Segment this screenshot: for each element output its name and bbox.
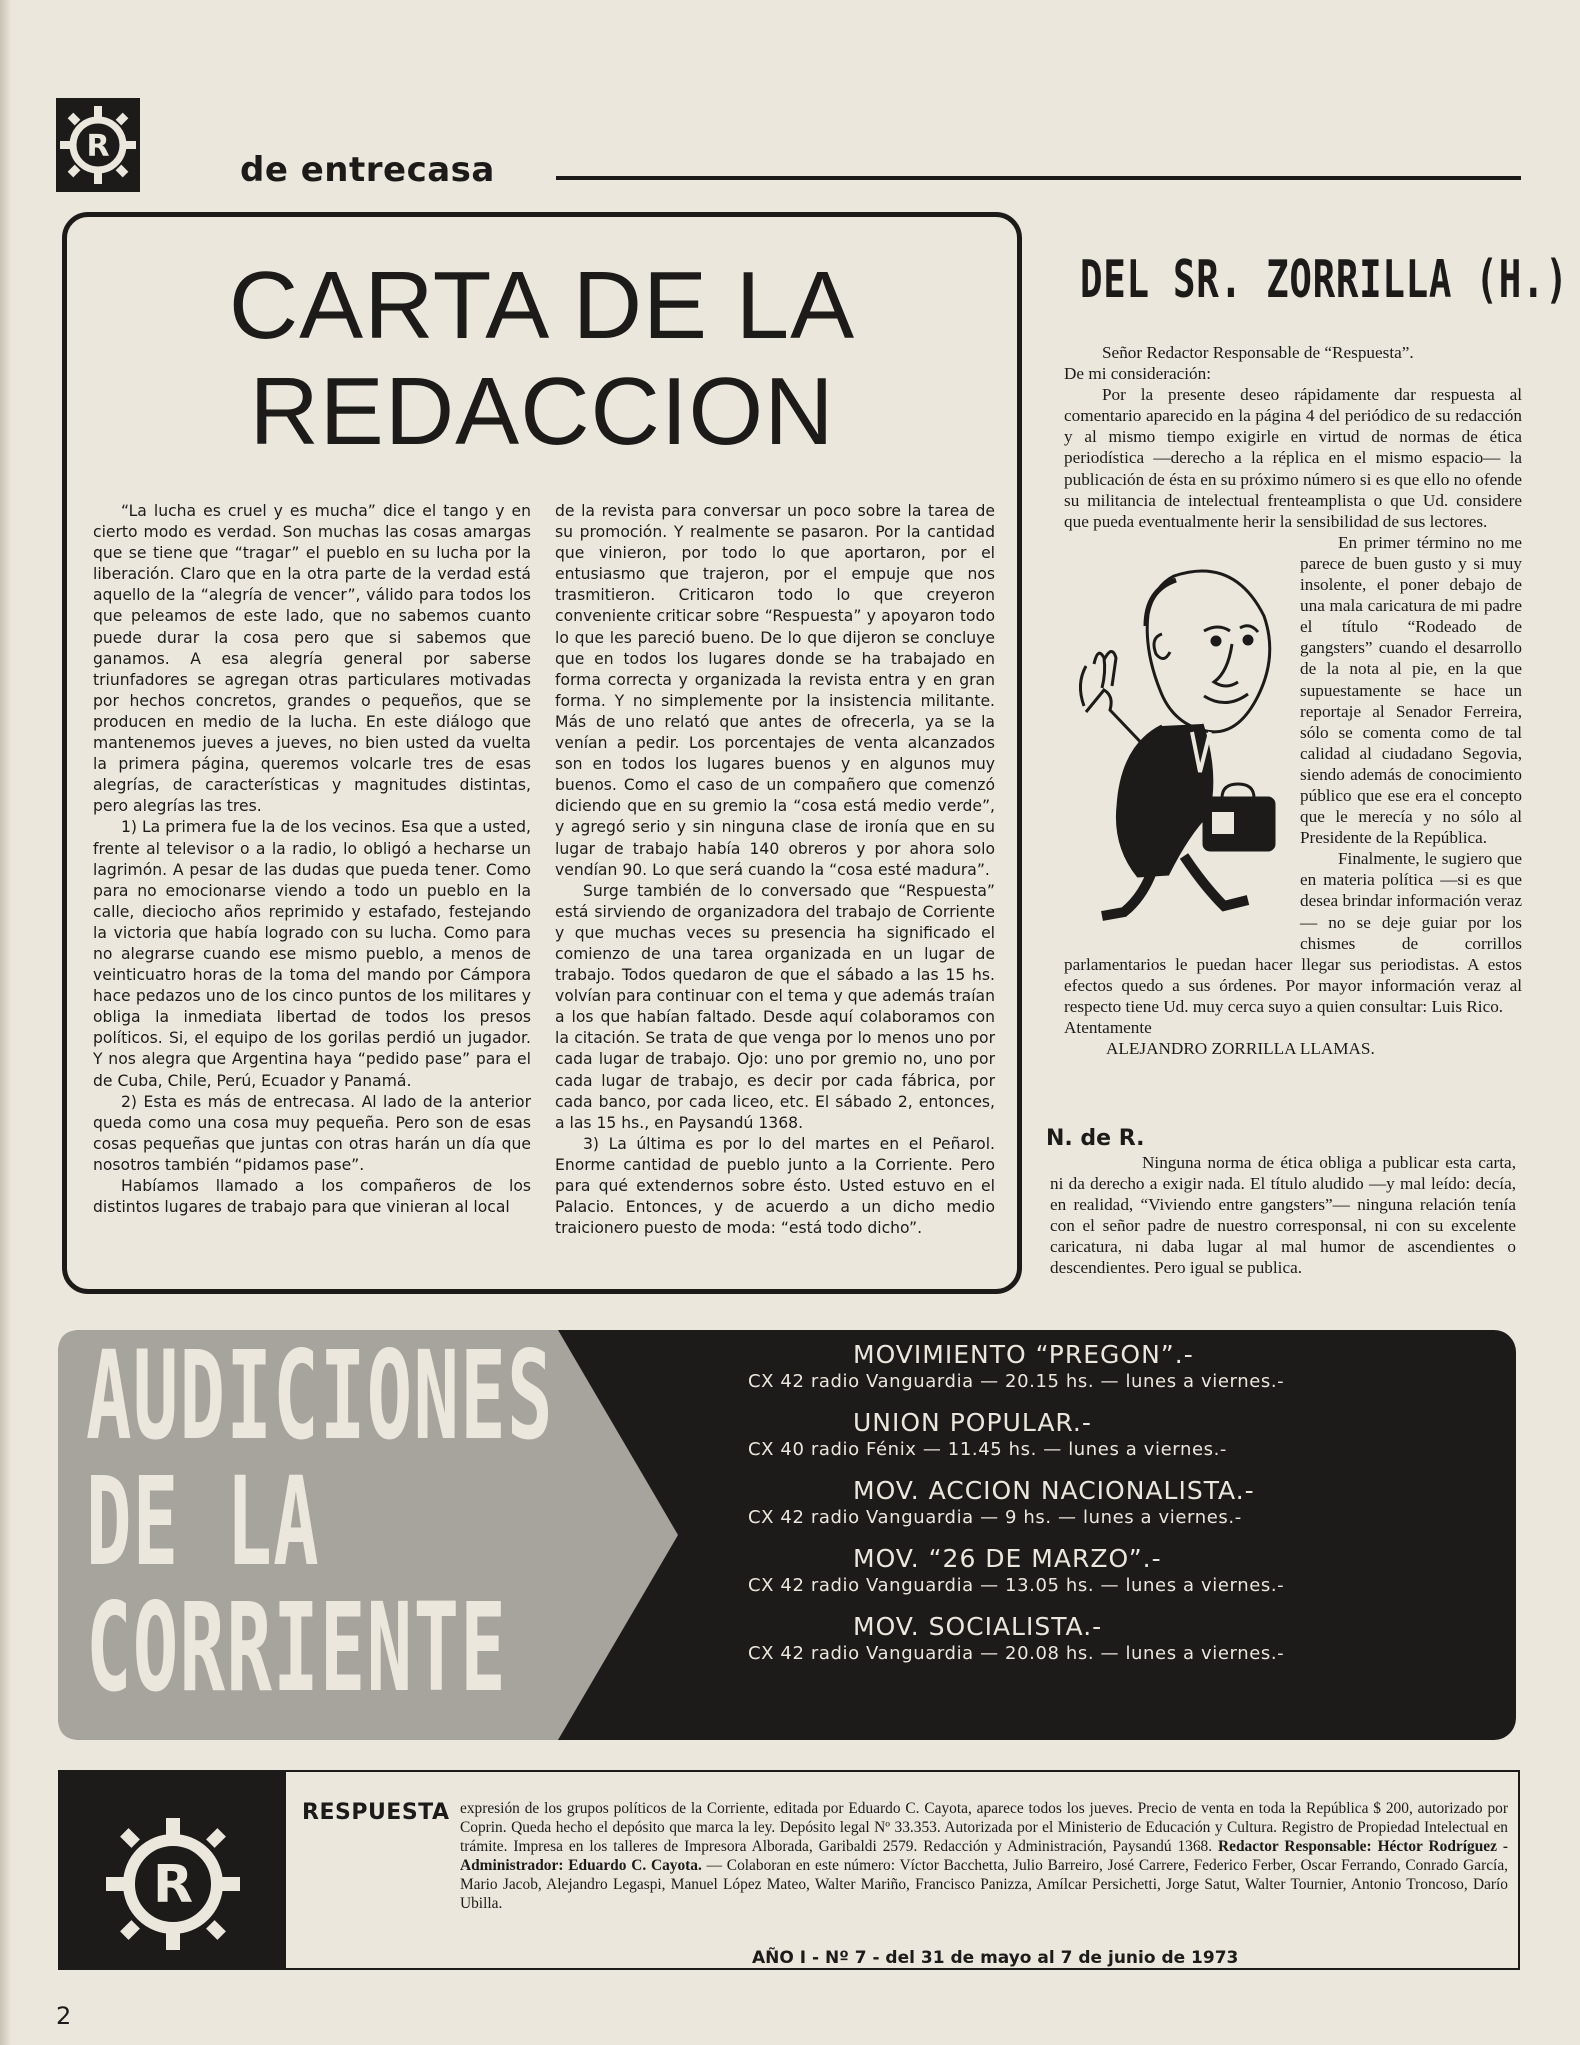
editorial-column-2 [555,501,995,1239]
editorial-paragraph: 1) La primera fue la de los vecinos. Esa que a usted, frente al televisor o a la radio, lo obligó a hecharse un lagrimón. A pesar de las dudas que pueda tener. Como para no emocionarse viendo a todo un pueblo en la calle, dieciocho años reprimido y estafado, festejando la victoria que había logrado con su lucha. Como para no alegrarse cuando ese mismo pueblo, a menos de veinticuatro horas de la toma del mando por Cámpora hace pedazos uno de los cinco puntos de los militares y obliga la inmediata libertad de todos los presos políticos. Si, el equipo de los gorilas perdió un jugador. Y nos alegra que Argentina haya “pedido pase” para el de Cuba, Chile, Perú, Ecuador y Panamá. [93,818,531,1090]
editor-note [1050,1152,1516,1279]
svg-text:R: R [86,129,110,164]
respuesta-logo-icon [56,98,140,192]
editorial-paragraph: Surge también de lo conversado que “Respuesta” está sirviendo de organizadora del trabajo de Corriente y que muchas veces su presencia ha significado el comienzo de una tarea organizada en un lugar de trabajo. Todos quedaron de que el sábado a las 15 hs. volvían para continuar con el tema y que además traían a los que habían faltado. Desde aquí colaboramos con la citación. Se trata de que venga por lo menos uno por cada lugar de trabajo. Ojo: uno por gremio no, uno por cada lugar de trabajo, es decir por cada fábrica, por cada banco, por cada liceo, etc. El sábado 2, entonces, a las 15 hs., en Paysandú 1368. [555,881,995,1132]
audiciones-banner [58,1325,1516,1740]
letter-closing: Atentamente [1064,1018,1152,1037]
letter-body [1064,342,1522,1059]
program-item [748,1408,1468,1460]
program-item [748,1340,1468,1392]
program-name: MOVIMIENTO “PREGON”.- [853,1340,1194,1369]
program-name: MOV. “26 DE MARZO”.- [853,1544,1162,1573]
imprint-collaborators: — Colaboran en este número: Víctor Bacchetta, Julio Barreiro, José Carrere, Federico Ferber, Oscar Ferrando, Conrado García, Mario Jacob, Alejandro Legaspi, Manuel López Mateo, Walter Mariño, Francisco Panizza, Amílcar Persichetti, Jorge Satut, Walter Tournier, Antonio Troncoso, Darío Ubilla. [460,1856,1508,1912]
section-label: de entrecasa [240,150,495,190]
editor-note-text: Ninguna norma de ética obliga a publicar esta carta, ni da derecho a exigir nada. El título aludido —y mal leído: decía, en realidad, “Viviendo entre gangsters”— ninguna relación tenía con el señor padre de nuestro corresponsal, ni con su excelente caricatura, ni daba lugar al mal humor de ascendientes o descendientes. Pero igual se publica. [1050,1153,1516,1278]
letter-paragraph-3: Finalmente, le sugiero que en materia política —si es que desea brindar información veraz— no se deje guiar por los chismes de corrillos parlamentarios le puedan hacer llegar sus periodistas. A estos efectos quedo a sus órdenes. Por mayor información veraz al respecto tiene Ud. muy cerca suyo a quien consultar: Luis Rico. [1064,849,1522,1016]
imprint-box [58,1770,1520,1970]
editorial-title-line2: REDACCION [249,358,835,465]
page-edge [0,0,12,2045]
letter-paragraph-text: Por la presente deseo rápidamente dar respuesta al comentario aparecido en la página 4 del periódico de su redacción y al mismo tiempo exigirle en virtud de normas de ética periodística —derecho a la réplica en el mismo espacio— la publicación de ésta en su próximo número si es que ello no ofende su militancia de intelectual frenteamplista o que Ud. considere que pueda eventualmente herir la sensibilidad de sus lectores. [1064,385,1522,531]
editorial-paragraph: 2) Esta es más de entrecasa. Al lado de la anterior queda como una cosa muy pequeña. Pero son de esas cosas pequeñas que juntas con otras harán un día que nosotros también “pidamos pase”. [93,1092,531,1174]
program-detail: CX 42 radio Vanguardia — 20.15 hs. — lunes a viernes.- [748,1371,1285,1392]
editorial-column-1 [93,501,531,1218]
editorial-box [62,212,1022,1294]
editorial-paragraph: 3) La última es por lo del martes en el Peñarol. Enorme cantidad de pueblo junto a la Corriente. Pero para qué extendernos sobre ésto. Usted estuvo en el Palacio. Entonces, y de acuerdo a un dicho medio traicionero puesto de moda: “está todo dicho”. [555,1134,995,1238]
banner-title-line3: CORRIENTE [86,1577,508,1719]
program-detail: CX 42 radio Vanguardia — 13.05 hs. — lunes a viernes.- [748,1575,1285,1596]
section-rule [556,176,1521,180]
imprint-logo-icon [60,1772,286,1968]
editorial-paragraph: Habíamos llamado a los compañeros de los distintos lugares de trabajo para que vinieran al local [93,1177,531,1217]
editorial-title-line1: CARTA DE LA [228,252,856,359]
program-item [748,1544,1468,1596]
editorial-title [67,253,1017,465]
svg-text:R: R [152,1855,194,1915]
program-item [748,1476,1468,1528]
imprint-name: RESPUESTA [302,1800,450,1825]
imprint-text [460,1800,1508,1913]
caricature-illustration-icon [1054,536,1294,936]
program-detail: CX 42 radio Vanguardia — 9 hs. — lunes a viernes.- [748,1507,1242,1528]
program-name: UNION POPULAR.- [853,1408,1092,1437]
letter-paragraph-1 [1064,384,1522,532]
imprint-staff: Redactor Responsable: Héctor Rodríguez - Administrador: Eduardo C. Cayota. [460,1837,1508,1874]
letter-greeting: De mi consideración: [1064,364,1212,384]
letter-paragraph-2: En primer término no me parece de buen gusto y si muy insolente, el poner debajo de una mala caricatura de mi padre el título “Rodeado de gangsters” cuando el desarrollo de la nota al pie, en la que supuestamente se hace un reportaje al Senador Ferreira, sólo se comenta como de tal calidad al ciudadano Segovia, siendo además de conocimiento público que ese era el concepto que le merecía y no sólo al Presidente de la República. [1300,532,1522,848]
page-number: 2 [56,2002,72,2030]
editorial-paragraph: “La lucha es cruel y es mucha” dice el tango y en cierto modo es verdad. Son muchas las cosas amargas que se tiene que “tragar” el pueblo en su lucha por la liberación. Claro que en la otra parte de la verdad está aquello de la “alegría de vencer”, válido para todos los que peleamos de este lado, que no sabemos cuanto puede durar la cosa pero que si sabemos que ganamos. A esa alegría general por saberse triunfadores se agregan otras particulares motivadas por hechos concretos, grandes o pequeños, que se producen en medio de la lucha. En este diálogo que mantenemos jueves a jueves, no bien usted da vuelta la primera página, queremos volcarle tres de esas alegrías, de características y magnitudes distintas, pero alegrías las tres. [93,502,531,816]
program-item [748,1612,1468,1664]
letter-title: DEL SR. ZORRILLA (H.) [1080,250,1569,310]
letter-salutation: Señor Redactor Responsable de “Respuesta”. [1102,343,1414,362]
program-name: MOV. ACCION NACIONALISTA.- [853,1476,1255,1505]
program-name: MOV. SOCIALISTA.- [853,1612,1103,1641]
editor-note-title: N. de R. [1046,1126,1145,1151]
imprint-description: expresión de los grupos políticos de la Corriente, editada por Eduardo C. Cayota, aparece todos los jueves. Precio de venta en toda la República $ 200, autorizado por Coprin. Queda hecho el depósito que marca la ley. Depósito legal Nº 33.353. Autorizada por el Ministerio de Educación y Cultura. Registro de Propiedad Intelectual en trámite. Impresa en los talleres de Impresora Alborada, Garibaldi 2579. Redacción y Administración, Paysandú 1368. [460,1800,1508,1855]
banner-title-line1: AUDICIONES [86,1325,554,1467]
letter-signature: ALEJANDRO ZORRILLA LLAMAS. [1106,1039,1375,1059]
program-detail: CX 40 radio Fénix — 11.45 hs. — lunes a viernes.- [748,1439,1228,1460]
program-detail: CX 42 radio Vanguardia — 20.08 hs. — lunes a viernes.- [748,1643,1285,1664]
issue-line: AÑO I - Nº 7 - del 31 de mayo al 7 de junio de 1973 [752,1948,1239,1968]
banner-title-line2: DE LA [86,1451,320,1593]
editorial-paragraph: de la revista para conversar un poco sobre la tarea de su promoción. Y realmente se pasaron. Por la cantidad que vinieron, por todo lo que aportaron, por el entusiasmo que trajeron, por el empuje que nos trasmitieron. Criticaron todo lo que creyeron conveniente criticar sobre “Respuesta” y apoyaron todo lo que les pareció bueno. De lo que dijeron se concluye que en todos los lugares donde se ha trabajado en forma correcta y organizada la revista entra y en gran forma. Y no simplemente por la insistencia militante. Más de uno relató que antes de ofrecerla, ya se la venían a pedir. Los porcentajes de venta alcanzados son en todos los lugares buenos y en algunos muy buenos. Como el caso de un compañero que comenzó diciendo que en su gremio la “cosa está medio verde”, y agregó serio y sin ninguna clase de ironía que en su lugar de trabajo había 140 obreros y por ahora solo vendían 90. Lo que será cuando la “cosa esté madura”. [555,502,995,879]
